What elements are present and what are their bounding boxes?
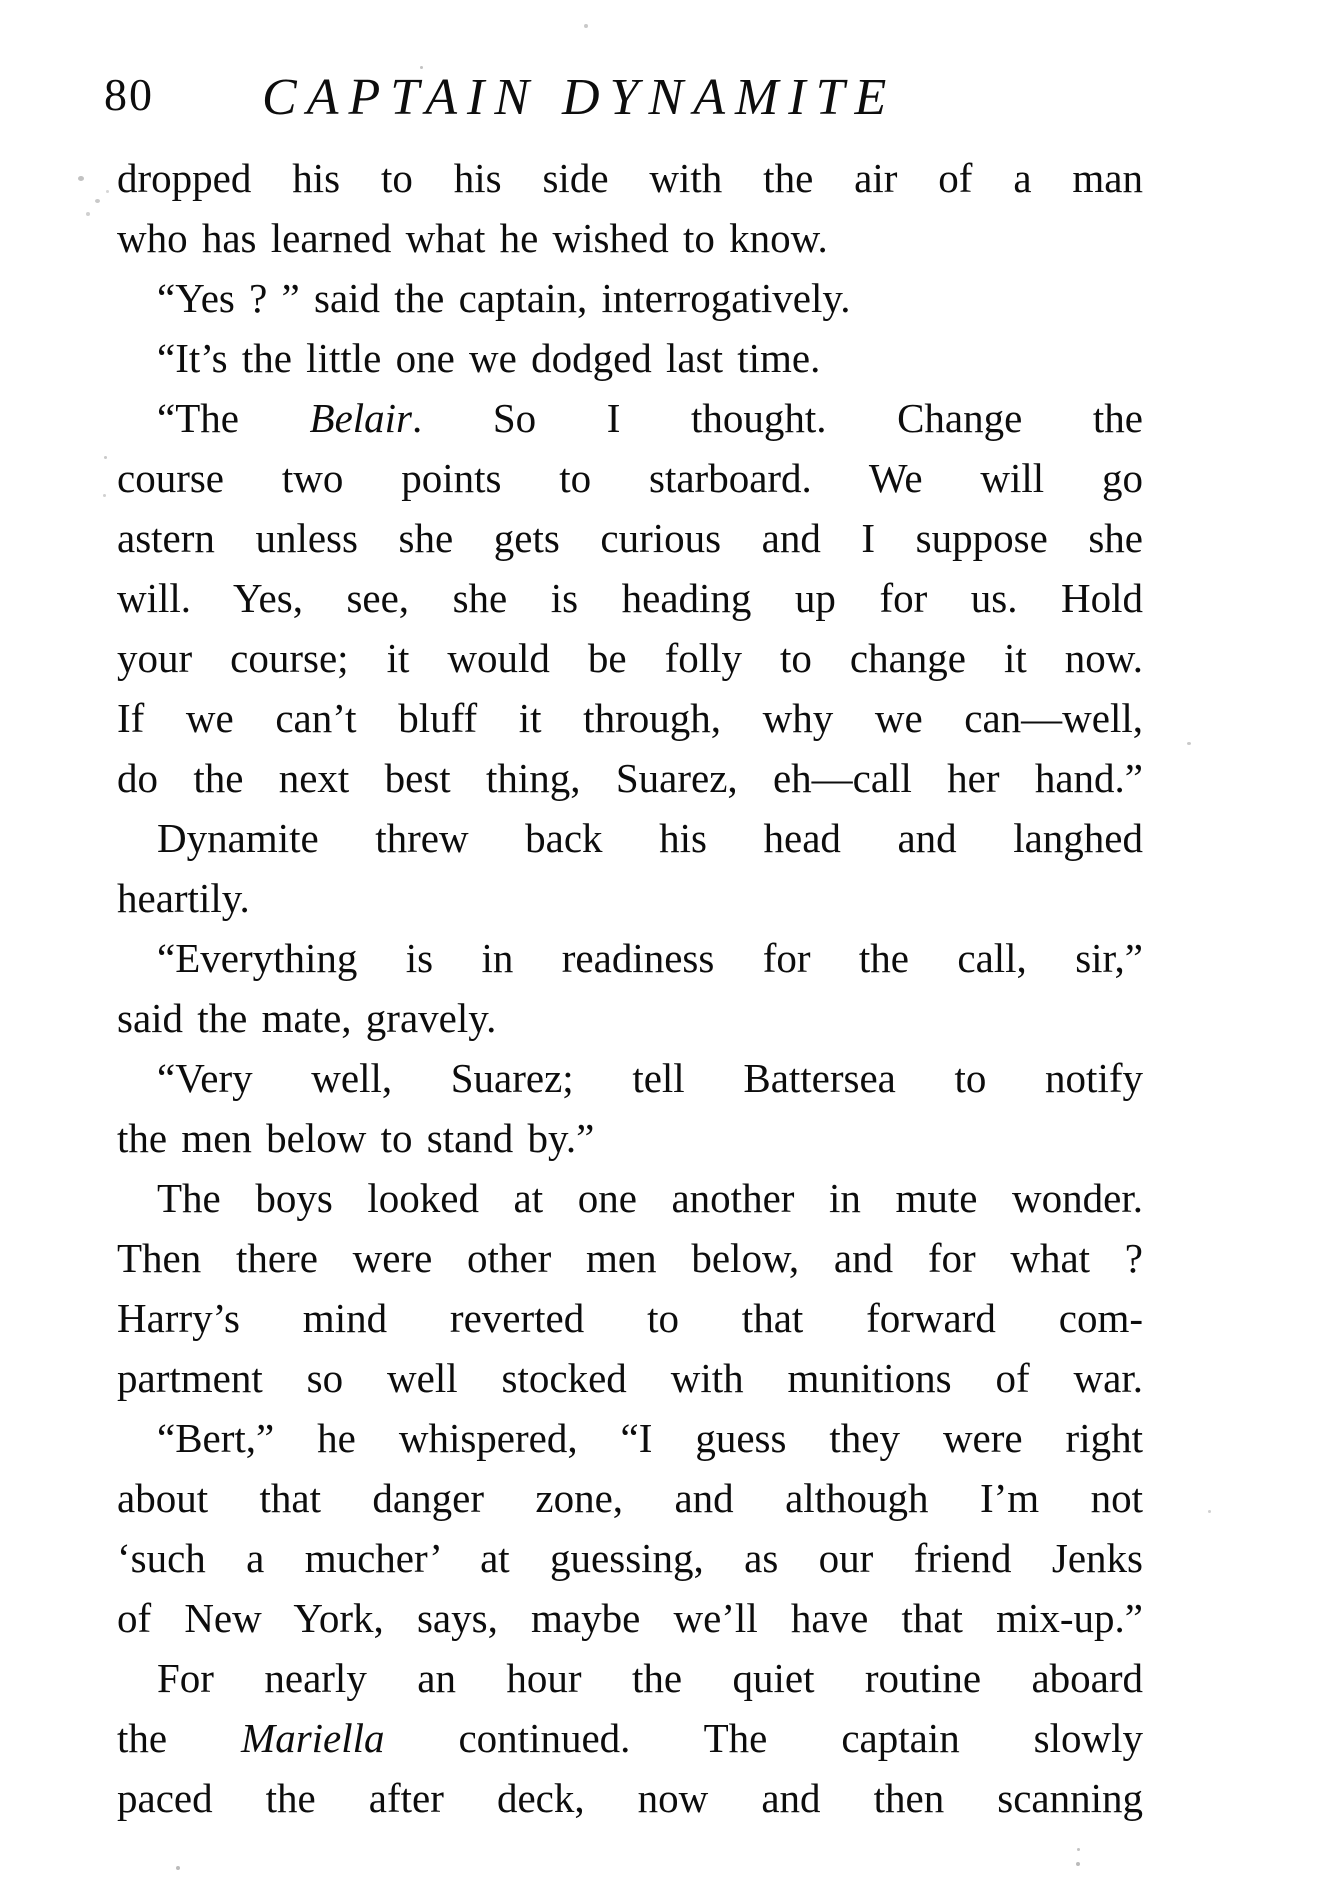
scan-speck <box>420 66 423 69</box>
text-line <box>117 568 1143 628</box>
text-line <box>117 1348 1143 1408</box>
text-line <box>117 1168 1143 1228</box>
scan-speck <box>78 176 84 181</box>
text-segment: course two points to starboard. We will go <box>117 455 1143 501</box>
scan-speck <box>86 212 90 216</box>
text-segment: who has learned what he wished to know. <box>117 215 828 261</box>
text-segment: the <box>117 1715 242 1761</box>
text-line <box>117 1288 1143 1348</box>
text-segment: about that danger zone, and although I’m not <box>117 1475 1143 1521</box>
text-segment: your course; it would be folly to change it now. <box>117 635 1143 681</box>
text-segment: “Bert,” he whispered, “I guess they were right <box>157 1415 1143 1461</box>
text-segment: “Yes ? ” said the captain, interrogatively. <box>157 275 851 321</box>
text-segment: paced the after deck, now and then scanning <box>117 1775 1143 1821</box>
text-line <box>117 148 1143 208</box>
text-line <box>117 268 1143 328</box>
running-title: CAPTAIN DYNAMITE <box>262 69 897 126</box>
text-segment: the men below to stand by.” <box>117 1115 595 1161</box>
text-line <box>117 448 1143 508</box>
text-segment: heartily. <box>117 875 250 921</box>
text-segment: Dynamite threw back his head and langhed <box>157 815 1143 861</box>
text-line <box>117 1588 1143 1648</box>
body-text <box>117 148 1143 1828</box>
text-line <box>117 628 1143 688</box>
text-line <box>117 328 1143 388</box>
scan-speck <box>106 190 109 193</box>
text-line <box>117 1228 1143 1288</box>
text-segment: “Everything is in readiness for the call, sir,” <box>157 935 1143 981</box>
text-line <box>117 988 1143 1048</box>
scan-speck <box>1187 742 1191 745</box>
scan-speck <box>103 494 106 497</box>
text-segment: If we can’t bluff it through, why we can—well, <box>117 695 1143 741</box>
text-segment: The boys looked at one another in mute wonder. <box>157 1175 1143 1221</box>
text-line <box>117 1648 1143 1708</box>
scan-speck <box>176 1866 180 1870</box>
text-segment: said the mate, gravely. <box>117 995 497 1041</box>
text-line <box>117 928 1143 988</box>
text-line <box>117 508 1143 568</box>
text-segment: dropped his to his side with the air of a man <box>117 155 1143 201</box>
text-line <box>117 688 1143 748</box>
text-segment: ‘such a mucher’ at guessing, as our friend Jenks <box>117 1535 1143 1581</box>
text-segment: astern unless she gets curious and I suppose she <box>117 515 1143 561</box>
text-line <box>117 1528 1143 1588</box>
italic-text-segment: Belair <box>309 395 413 441</box>
text-line <box>117 868 1143 928</box>
scan-speck <box>95 199 100 203</box>
text-segment: “Very well, Suarez; tell Battersea to notify <box>157 1055 1143 1101</box>
text-line <box>117 1708 1143 1768</box>
text-line <box>117 1468 1143 1528</box>
text-segment: “It’s the little one we dodged last time. <box>157 335 821 381</box>
text-segment: “The <box>157 395 310 441</box>
scan-speck <box>104 456 107 459</box>
page-number: 80 <box>104 69 154 120</box>
text-segment: partment so well stocked with munitions of war. <box>117 1355 1143 1401</box>
text-line <box>117 808 1143 868</box>
scan-speck <box>584 24 588 28</box>
text-segment: will. Yes, see, she is heading up for us. Hold <box>117 575 1143 621</box>
text-line <box>117 1408 1143 1468</box>
italic-text-segment: Mariella <box>241 1715 385 1761</box>
scan-speck <box>1208 1510 1211 1513</box>
text-line <box>117 1048 1143 1108</box>
scan-speck <box>1077 1848 1080 1851</box>
text-segment: . So I thought. Change the <box>412 395 1143 441</box>
text-line <box>117 208 1143 268</box>
text-segment: of New York, says, maybe we’ll have that mix-up.” <box>117 1595 1143 1641</box>
text-segment: For nearly an hour the quiet routine aboard <box>157 1655 1143 1701</box>
text-line <box>117 748 1143 808</box>
text-line <box>117 388 1143 448</box>
text-line <box>117 1768 1143 1828</box>
text-segment: continued. The captain slowly <box>384 1715 1143 1761</box>
text-segment: Then there were other men below, and for what ? <box>117 1235 1143 1281</box>
scan-speck <box>1076 1862 1080 1866</box>
text-line <box>117 1108 1143 1168</box>
text-segment: do the next best thing, Suarez, eh—call her hand.” <box>117 755 1143 801</box>
text-segment: Harry’s mind reverted to that forward com- <box>117 1295 1143 1341</box>
